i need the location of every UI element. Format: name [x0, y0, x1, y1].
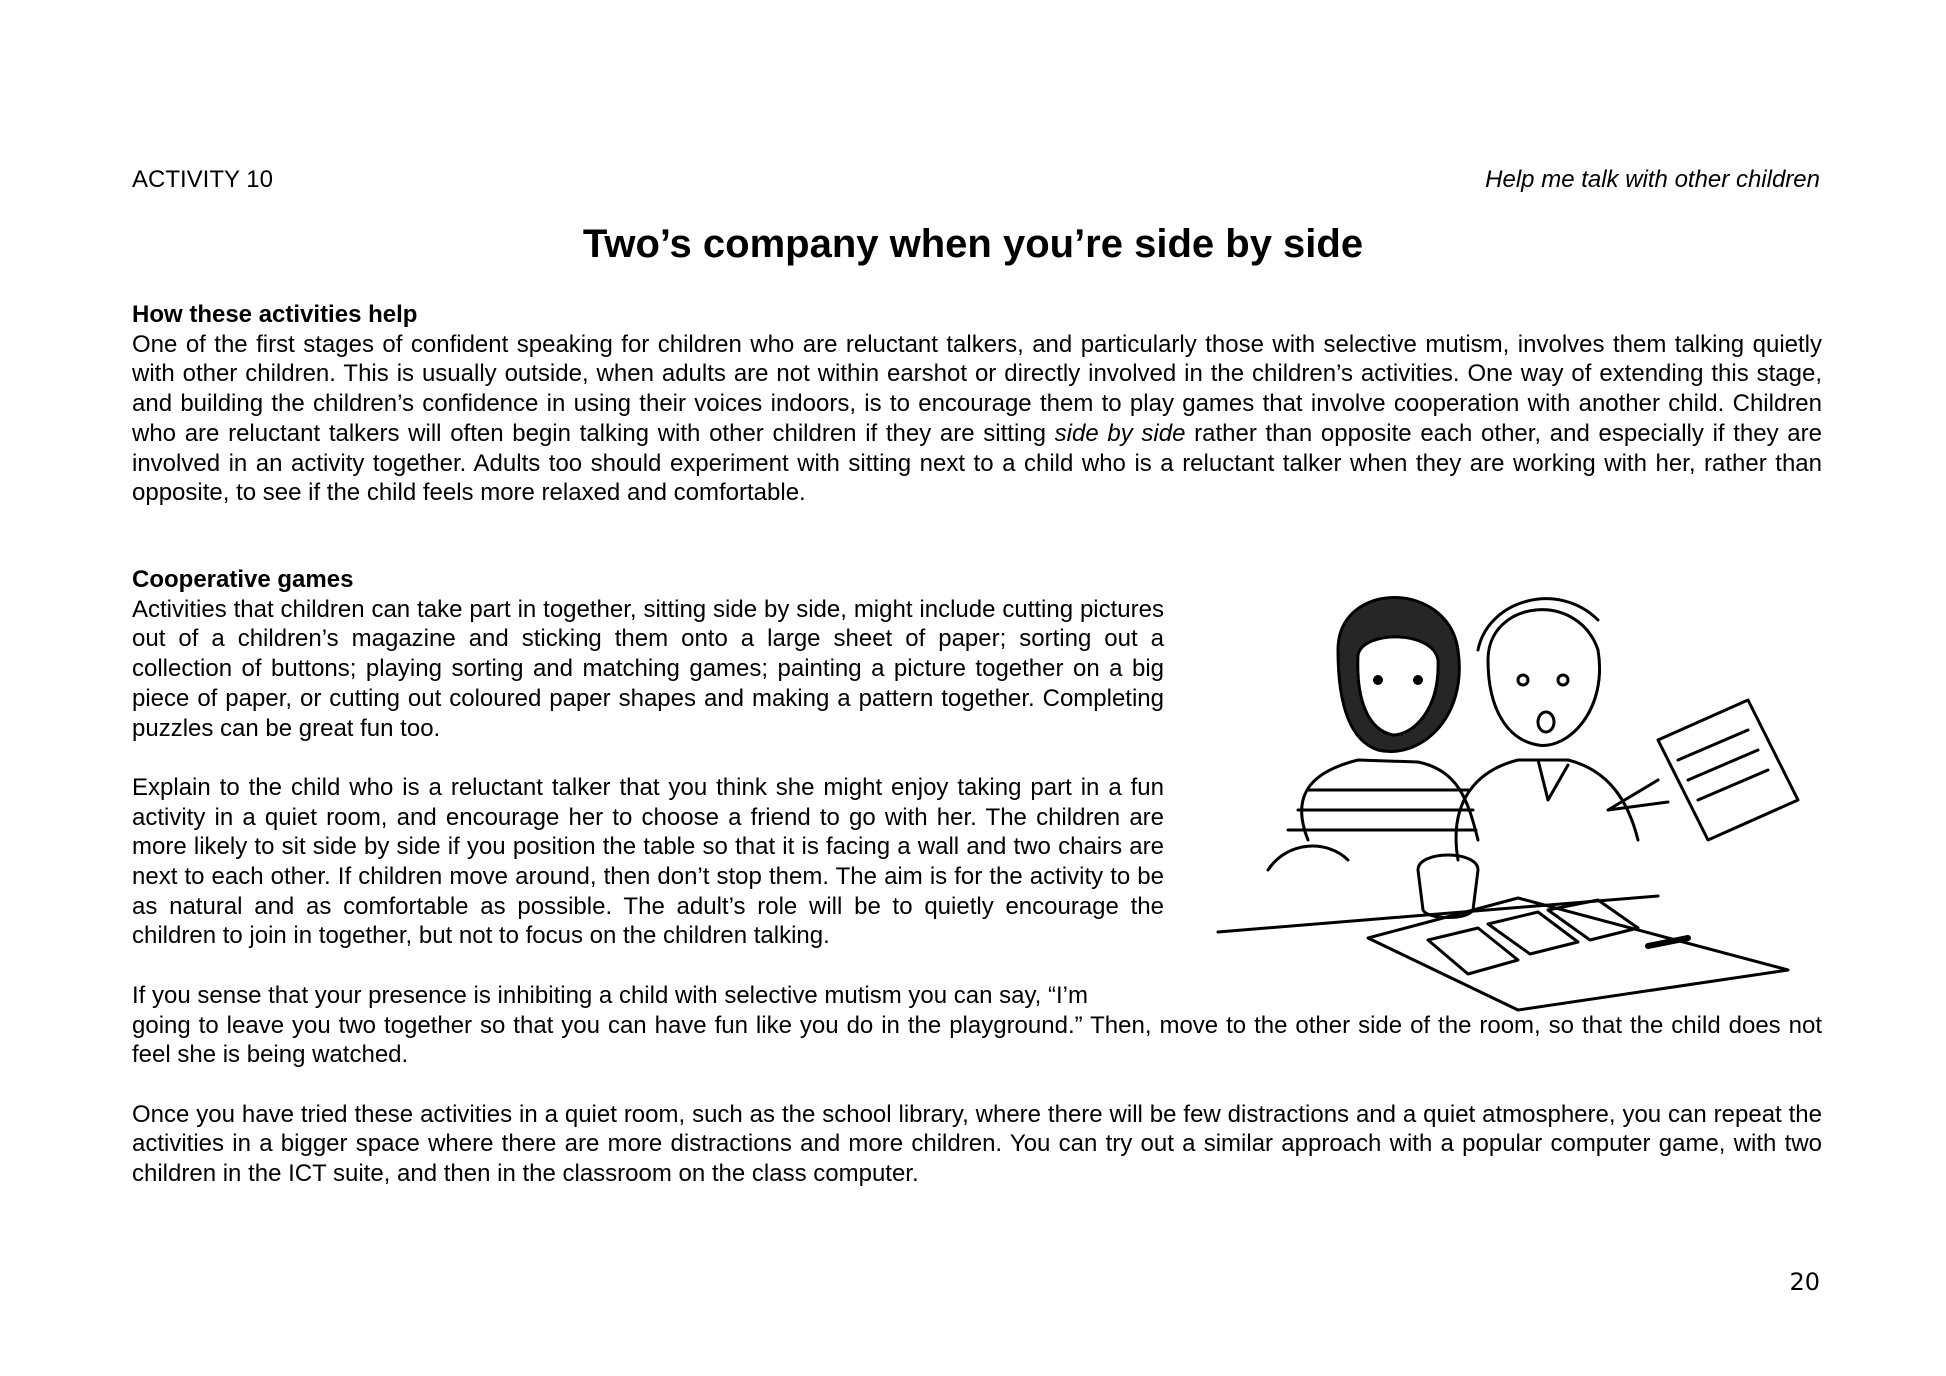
- help-paragraph-part1: One of the first stages of confident speaking for children who are reluctant talkers, and particularly those with selective mutism, involves them talking quietly with other children. This is usually outside, when adults are not within earshot or directly involved in the children’s activities. One way of extending this stage, and building the children’s confidence in using their voices indoors, is to encourage them to play games that involve cooperation with another child. Children who are reluctant talkers will often begin talking with other children if they are sitting: [132, 330, 1822, 447]
- help-paragraph: [132, 330, 1822, 508]
- page-number: 20: [1789, 1268, 1820, 1296]
- book-title: Help me talk with other children: [1485, 166, 1820, 193]
- games-narrow-column: [132, 565, 1164, 1011]
- help-paragraph-part2: rather than opposite each other, and especially if they are involved in an activity together. Adults too should experiment with sitting next to a child who is a reluctant talker when they are working with her, rather than opposite, to see if the child feels more relaxed and comfortable.: [132, 419, 1822, 507]
- games-paragraph-4: Once you have tried these activities in a quiet room, such as the school library, where there will be few distractions and a quiet atmosphere, you can repeat the activities in a bigger space where there are more distractions and more children. You can try out a similar approach with a popular computer game, with two children in the ICT suite, and then in the classroom on the class computer.: [132, 1100, 1822, 1188]
- activity-label: ACTIVITY 10: [132, 166, 273, 193]
- games-paragraph-1: Activities that children can take part in together, sitting side by side, might include cutting pictures out of a children’s magazine and sticking them onto a large sheet of paper; sorting out a collection of buttons; playing sorting and matching games; painting a picture together on a big piece of paper, or cutting out coloured paper shapes and making a pattern together. Completing puzzles can be great fun too.: [132, 595, 1164, 742]
- page-title: Two’s company when you’re side by side: [582, 222, 1364, 266]
- children-side-by-side-illustration: [1188, 540, 1808, 1020]
- section-how-activities-help: [132, 300, 1822, 508]
- games-paragraph-3-rest: going to leave you two together so that you can have fun like you do in the playground.” Then, move to the other side of the room, so that the child does not feel she is being watched.: [132, 1011, 1822, 1069]
- games-paragraph-3-line-1: If you sense that your presence is inhibiting a child with selective mutism you can say, “I’m: [132, 981, 1088, 1009]
- help-paragraph-emphasis: side by side: [1054, 419, 1186, 447]
- games-paragraph-2: Explain to the child who is a reluctant talker that you think she might enjoy taking part in a fun activity in a quiet room, and encourage her to choose a friend to go with her. The children are more likely to sit side by side if you position the table so that it is facing a wall and two chairs are next to each other. If children move around, then don’t stop them. The aim is for the activity to be as natural and as comfortable as possible. The adult’s role will be to quietly encourage the children to join in together, but not to focus on the children talking.: [132, 773, 1164, 950]
- section-heading-games: Cooperative games: [132, 566, 354, 593]
- section-heading-help: How these activities help: [132, 301, 418, 328]
